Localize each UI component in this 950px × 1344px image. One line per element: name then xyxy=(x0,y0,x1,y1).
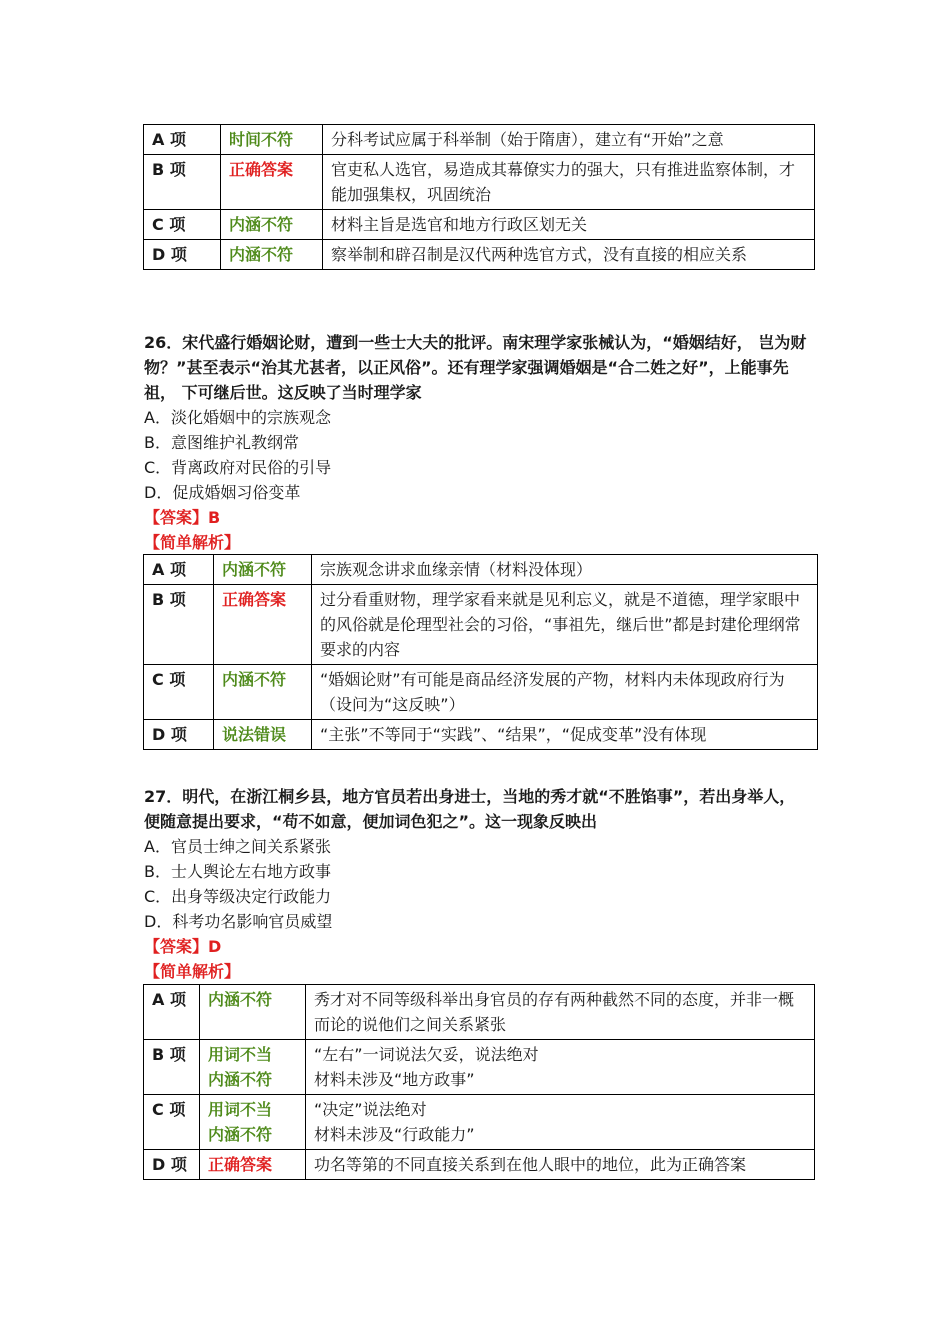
option-label: C 项 xyxy=(144,1095,200,1150)
explanation-line: “左右”一词说法欠妥，说法绝对 xyxy=(314,1045,539,1064)
table-row xyxy=(144,720,818,750)
explanation-line: 材料未涉及“行政能力” xyxy=(314,1125,475,1144)
option-label: D 项 xyxy=(144,720,214,750)
table-row xyxy=(144,985,815,1040)
analysis-table-27 xyxy=(143,984,815,1180)
verdict: 内涵不符 xyxy=(221,240,323,270)
option-label: B 项 xyxy=(144,1040,200,1095)
verdict: 时间不符 xyxy=(221,125,323,155)
verdict-line: 用词不当 xyxy=(208,1045,273,1064)
analysis-table-25 xyxy=(143,124,815,270)
question-stem: 27．明代，在浙江桐乡县，地方官员若出身进士，当地的秀才就“不胜馅事”，若出身举人，便随意提出要求，“苟不如意，便加词色犯之”。这一现象反映出 xyxy=(144,787,796,831)
verdict: 正确答案 xyxy=(221,155,323,210)
choice-c: C．背离政府对民俗的引导 xyxy=(144,458,332,477)
explanation: 功名等第的不同直接关系到在他人眼中的地位，此为正确答案 xyxy=(306,1150,815,1180)
explanation xyxy=(306,1095,815,1150)
choice-b: B．士人舆论左右地方政事 xyxy=(144,862,331,881)
question-stem: 26．宋代盛行婚姻论财，遭到一些士大夫的批评。南宋理学家张械认为，“婚姻结好， 岂为财物？”甚至表示“治其尤甚者，以正风俗”。还有理学家强调婚姻是“合二姓之好”，上能事先祖， 下可继后世。这反映了当时理学家 xyxy=(144,333,807,402)
verdict: 内涵不符 xyxy=(214,665,312,720)
explanation: “主张”不等同于“实践”、“结果”，“促成变革”没有体现 xyxy=(312,720,818,750)
table-row xyxy=(144,585,818,665)
verdict-line: 内涵不符 xyxy=(208,1070,273,1089)
choice-a: A．官员士绅之间关系紧张 xyxy=(144,837,331,856)
explanation: 察举制和辟召制是汉代两种选官方式，没有直接的相应关系 xyxy=(323,240,815,270)
choice-b: B．意图维护礼教纲常 xyxy=(144,433,299,452)
explanation: 过分看重财物，理学家看来就是见利忘义，就是不道德，理学家眼中的风俗就是伦理型社会的习俗，“事祖先，继后世”都是封建伦理纲常要求的内容 xyxy=(312,585,818,665)
explanation-line: “决定”说法绝对 xyxy=(314,1100,427,1119)
choice-d: D．促成婚姻习俗变革 xyxy=(144,483,301,502)
verdict: 正确答案 xyxy=(214,585,312,665)
analysis-title: 【简单解析】 xyxy=(144,533,241,552)
option-label: C 项 xyxy=(144,210,221,240)
option-label: A 项 xyxy=(144,555,214,585)
explanation: 宗族观念讲求血缘亲情（材料没体现） xyxy=(312,555,818,585)
explanation: 官吏私人选官，易造成其幕僚实力的强大，只有推进监察体制，才能加强集权，巩固统治 xyxy=(323,155,815,210)
answer-label: 【答案】B xyxy=(144,508,221,527)
option-label: C 项 xyxy=(144,665,214,720)
explanation: 材料主旨是选官和地方行政区划无关 xyxy=(323,210,815,240)
table-row xyxy=(144,1095,815,1150)
verdict-line: 用词不当 xyxy=(208,1100,273,1119)
verdict: 内涵不符 xyxy=(221,210,323,240)
option-label: D 项 xyxy=(144,240,221,270)
analysis-title: 【简单解析】 xyxy=(144,962,241,981)
answer-label: 【答案】D xyxy=(144,937,222,956)
table-row xyxy=(144,155,815,210)
verdict xyxy=(200,1040,306,1095)
table-row xyxy=(144,1040,815,1095)
choice-c: C．出身等级决定行政能力 xyxy=(144,887,332,906)
option-label: A 项 xyxy=(144,985,200,1040)
option-label: A 项 xyxy=(144,125,221,155)
table-row xyxy=(144,555,818,585)
verdict-line: 内涵不符 xyxy=(208,990,273,1009)
verdict: 内涵不符 xyxy=(214,555,312,585)
option-label: B 项 xyxy=(144,585,214,665)
question-27 xyxy=(144,784,810,984)
choice-a: A．淡化婚姻中的宗族观念 xyxy=(144,408,331,427)
explanation: 秀才对不同等级科举出身官员的存有两种截然不同的态度，并非一概而论的说他们之间关系紧张 xyxy=(306,985,815,1040)
choice-d: D．科考功名影响官员威望 xyxy=(144,912,333,931)
verdict xyxy=(200,985,306,1040)
verdict-line: 正确答案 xyxy=(208,1155,273,1174)
table-row xyxy=(144,240,815,270)
explanation-line: 材料未涉及“地方政事” xyxy=(314,1070,475,1089)
verdict: 说法错误 xyxy=(214,720,312,750)
question-26 xyxy=(144,330,810,555)
option-label: B 项 xyxy=(144,155,221,210)
verdict xyxy=(200,1095,306,1150)
table-row xyxy=(144,1150,815,1180)
verdict-line: 内涵不符 xyxy=(208,1125,273,1144)
table-row xyxy=(144,210,815,240)
option-label: D 项 xyxy=(144,1150,200,1180)
explanation: 分科考试应属于科举制（始于隋唐），建立有“开始”之意 xyxy=(323,125,815,155)
explanation: “婚姻论财”有可能是商品经济发展的产物，材料内未体现政府行为（设问为“这反映”） xyxy=(312,665,818,720)
table-row xyxy=(144,665,818,720)
table-row xyxy=(144,125,815,155)
explanation xyxy=(306,1040,815,1095)
analysis-table-26 xyxy=(143,554,818,750)
verdict xyxy=(200,1150,306,1180)
